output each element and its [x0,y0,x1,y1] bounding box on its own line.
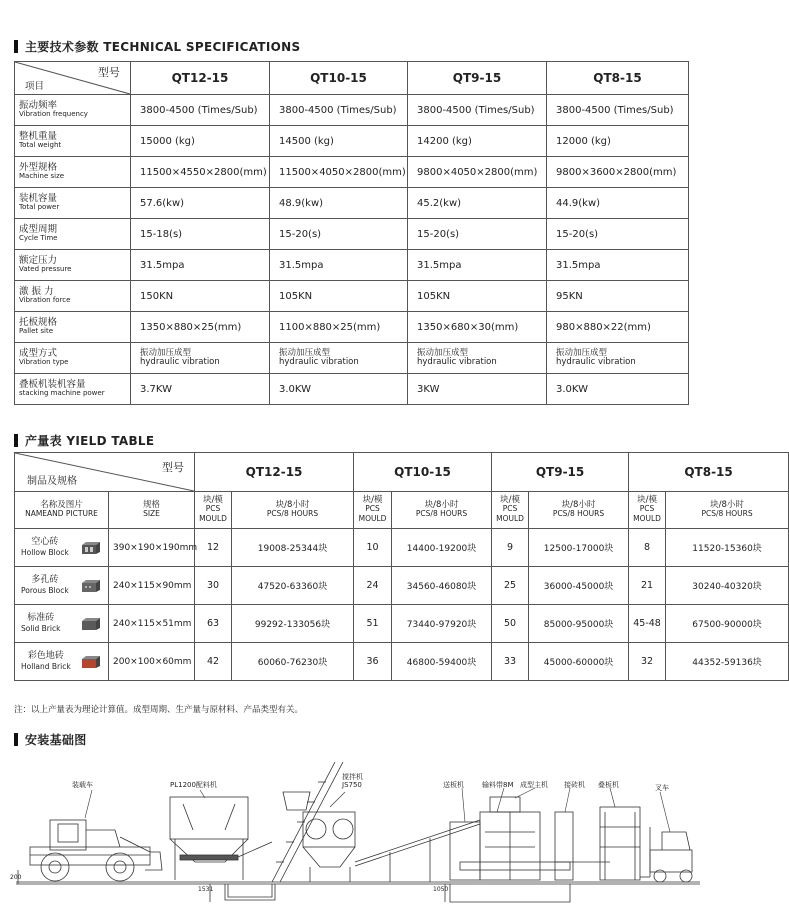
spec-value: 12000 (kg) [547,126,689,157]
spec-value: 48.9(kw) [270,188,408,219]
yield-subheader-row [15,492,789,529]
spec-value: 31.5mpa [270,250,408,281]
batcher-label: PL1200配料机 [170,781,217,789]
brick-name-cell [15,605,109,643]
spec-value: 3KW [408,374,547,405]
spec-row [15,95,689,126]
spec-value: 31.5mpa [408,250,547,281]
spec-value: 1350×880×25(mm) [131,312,270,343]
name-header: 名称及图片 NAMEAND PICTURE [15,492,109,529]
spec-row [15,374,689,405]
hours-header: 块/8小时 PCS/8 HOURS [529,492,629,529]
spec-label-cn: 装机容量 [19,193,58,205]
spec-row [15,250,689,281]
spec-value: 14200 (kg) [408,126,547,157]
pallet-feeder-label: 送板机 [443,781,464,789]
pcs-per-8-hours: 46800-59400块 [392,643,492,681]
pcs-per-mould: 33 [492,643,529,681]
spec-value [408,343,547,374]
item-label: 项目 [25,81,45,92]
spec-value: 3.0KW [270,374,408,405]
yield-table [14,452,789,681]
spec-label-en: Vated pressure [19,265,72,274]
pcs-per-mould: 32 [629,643,666,681]
brick-size: 240×115×90mm [109,567,195,605]
spec-value: 3800-4500 (Times/Sub) [270,95,408,126]
stacker-drawing [555,807,640,880]
batcher-drawing [170,797,272,880]
spec-value: 31.5mpa [547,250,689,281]
yield-row [15,605,789,643]
spec-value-cn: 振动加压成型 [279,347,331,358]
spec-row-label [15,157,131,188]
spec-value: 3800-4500 (Times/Sub) [131,95,270,126]
spec-value: 15-20(s) [270,219,408,250]
dimension-label: 200 [10,874,22,881]
stacker-label: 叠板机 [598,781,619,789]
size-header: 规格 SIZE [109,492,195,529]
spec-value [547,343,689,374]
model-label: 型号 [162,461,184,474]
brick-name-en: Holland Brick [21,661,71,671]
spec-table [14,61,689,405]
spec-value: 150KN [131,281,270,312]
brick-name-cn: 彩色地砖 [27,651,64,662]
yield-row [15,643,789,681]
spec-row-label [15,188,131,219]
spec-header-row [15,62,689,95]
pcs-per-mould: 42 [195,643,232,681]
spec-value-en: hydraulic vibration [279,357,359,367]
spec-value: 980×880×22(mm) [547,312,689,343]
spec-row [15,188,689,219]
diag-header-cell [15,453,195,492]
spec-label-en: Total weight [19,141,62,150]
brick-name-cn: 多孔砖 [31,575,59,586]
spec-value: 9800×4050×2800(mm) [408,157,547,188]
mixer-model-label: JS750 [342,781,362,789]
brick-name-cn: 空心砖 [31,537,59,548]
brick-name-cell [15,567,109,605]
spec-model-header: QT8-15 [547,62,689,95]
pcs-per-mould: 24 [354,567,392,605]
spec-label-en: stacking machine power [19,389,105,398]
forklift-drawing [640,827,692,882]
yield-model-header: QT12-15 [195,453,354,492]
spec-label-cn: 叠板机装机容量 [19,379,86,391]
spec-value: 15-20(s) [547,219,689,250]
block-machine-drawing [450,797,570,880]
brick-size: 390×190×190mm [109,529,195,567]
section-marker [14,40,18,53]
pcs-per-mould: 30 [195,567,232,605]
yield-model-header: QT8-15 [629,453,789,492]
product-label: 制品及规格 [27,476,77,487]
forklift-label: 叉车 [655,784,669,792]
hours-header: 块/8小时 PCS/8 HOURS [392,492,492,529]
conveyor-drawing [355,820,480,882]
mould-header: 块/模 PCS MOULD [492,492,529,529]
model-label: 型号 [98,66,120,79]
yield-header-row [15,453,789,492]
spec-label-cn: 振动频率 [19,100,58,112]
brick-holland-image [80,655,102,669]
brick-size: 240×115×51mm [109,605,195,643]
brick-name-en: Porous Block [21,585,69,595]
spec-value-cn: 振动加压成型 [556,347,608,358]
spec-value: 3.7KW [131,374,270,405]
spec-value: 3.0KW [547,374,689,405]
spec-value: 3800-4500 (Times/Sub) [408,95,547,126]
yield-row [15,529,789,567]
spec-label-en: Pallet site [19,327,54,336]
spec-value: 44.9(kw) [547,188,689,219]
spec-row-label [15,281,131,312]
spec-value: 1100×880×25(mm) [270,312,408,343]
spec-value: 105KN [270,281,408,312]
spec-value: 14500 (kg) [270,126,408,157]
pcs-per-mould: 36 [354,643,392,681]
pcs-per-8-hours: 67500-90000块 [666,605,789,643]
spec-value: 95KN [547,281,689,312]
spec-row-label [15,95,131,126]
spec-row [15,281,689,312]
spec-value: 11500×4050×2800(mm) [270,157,408,188]
pcs-per-mould: 25 [492,567,529,605]
pcs-per-8-hours: 85000-95000块 [529,605,629,643]
pcs-per-8-hours: 44352-59136块 [666,643,789,681]
pcs-per-mould: 21 [629,567,666,605]
brick-name-cn: 标准砖 [27,613,55,624]
main-machine-label: 成型主机 [520,781,548,789]
spec-model-header: QT10-15 [270,62,408,95]
spec-row-label [15,312,131,343]
spec-label-cn: 成型方式 [19,348,58,360]
spec-row-label [15,343,131,374]
install-section-title: 安装基础图 [14,731,87,748]
spec-label-en: Vibration frequency [19,110,88,119]
spec-value: 3800-4500 (Times/Sub) [547,95,689,126]
spec-value: 9800×3600×2800(mm) [547,157,689,188]
section-marker [14,434,18,447]
spec-value-en: hydraulic vibration [556,357,636,367]
spec-row [15,126,689,157]
dimension-label: 1531 [198,886,214,893]
yield-section-title: 产量表 YIELD TABLE [14,432,154,449]
spec-label-cn: 外型规格 [19,162,58,174]
pcs-per-8-hours: 19008-25344块 [232,529,354,567]
hours-header: 块/8小时 PCS/8 HOURS [666,492,789,529]
installation-diagram [10,752,704,907]
pcs-per-8-hours: 12500-17000块 [529,529,629,567]
spec-label-cn: 激 振 力 [19,286,54,298]
yield-model-header: QT10-15 [354,453,492,492]
yield-model-header: QT9-15 [492,453,629,492]
pcs-per-mould: 63 [195,605,232,643]
spec-value-cn: 振动加压成型 [417,347,469,358]
pcs-per-mould: 51 [354,605,392,643]
mould-header: 块/模 PCS MOULD [629,492,666,529]
brick-name-cell [15,643,109,681]
pcs-per-8-hours: 30240-40320块 [666,567,789,605]
spec-value: 11500×4550×2800(mm) [131,157,270,188]
pcs-per-mould: 10 [354,529,392,567]
brick-hollow-image [80,541,102,555]
spec-row-label [15,126,131,157]
spec-label-en: Vibration force [19,296,71,305]
brick-name-en: Solid Brick [21,623,61,633]
diag-header-cell [15,62,131,95]
brick-size: 200×100×60mm [109,643,195,681]
pcs-per-8-hours: 99292-133056块 [232,605,354,643]
section-marker [14,733,18,746]
dimension-label: 1050 [433,886,449,893]
spec-value [270,343,408,374]
spec-value: 15-18(s) [131,219,270,250]
yield-note: 注：以上产量表为理论计算值。成型周期、生产量与原材料、产品类型有关。 [14,705,304,715]
hours-header: 块/8小时 PCS/8 HOURS [232,492,354,529]
brick-solid-image [80,617,102,631]
mould-header: 块/模 PCS MOULD [354,492,392,529]
wheel-loader-drawing [30,820,162,881]
transfer-label: 接砖机 [564,781,585,789]
spec-value-en: hydraulic vibration [417,357,497,367]
brick-name-cell [15,529,109,567]
spec-label-en: Total power [19,203,60,212]
pcs-per-mould: 9 [492,529,529,567]
spec-row-label [15,250,131,281]
spec-value: 31.5mpa [131,250,270,281]
spec-label-en: Cycle Time [19,234,58,243]
brick-name-en: Hollow Block [21,547,69,557]
spec-label-cn: 额定压力 [19,255,58,267]
pcs-per-8-hours: 47520-63360块 [232,567,354,605]
spec-section-title: 主要技术参数 TECHNICAL SPECIFICATIONS [14,38,300,55]
spec-value: 15-20(s) [408,219,547,250]
pcs-per-8-hours: 36000-45000块 [529,567,629,605]
spec-value [131,343,270,374]
spec-value: 105KN [408,281,547,312]
brick-porous-image [80,579,102,593]
spec-value: 1350×680×30(mm) [408,312,547,343]
pcs-per-8-hours: 45000-60000块 [529,643,629,681]
pcs-per-mould: 8 [629,529,666,567]
pcs-per-8-hours: 34560-46080块 [392,567,492,605]
spec-model-header: QT12-15 [131,62,270,95]
spec-value-cn: 振动加压成型 [140,347,192,358]
spec-row [15,157,689,188]
spec-value: 45.2(kw) [408,188,547,219]
mixer-label: 搅拌机 [342,773,363,781]
pcs-per-8-hours: 60060-76230块 [232,643,354,681]
belt-label: 输料带8M [482,781,514,789]
spec-value-en: hydraulic vibration [140,357,220,367]
pcs-per-8-hours: 14400-19200块 [392,529,492,567]
spec-model-header: QT9-15 [408,62,547,95]
spec-value: 15000 (kg) [131,126,270,157]
mould-header: 块/模 PCS MOULD [195,492,232,529]
spec-row [15,312,689,343]
pcs-per-mould: 50 [492,605,529,643]
spec-label-cn: 成型周期 [19,224,58,236]
pcs-per-8-hours: 73440-97920块 [392,605,492,643]
pcs-per-mould: 12 [195,529,232,567]
spec-label-en: Machine size [19,172,65,181]
spec-value: 57.6(kw) [131,188,270,219]
spec-label-en: Vibration type [19,358,69,367]
spec-label-cn: 托板规格 [19,317,58,329]
spec-row-label [15,219,131,250]
loader-label: 装载车 [72,781,93,789]
spec-label-cn: 整机重量 [19,131,58,143]
spec-row [15,343,689,374]
yield-row [15,567,789,605]
spec-row-label [15,374,131,405]
spec-row [15,219,689,250]
pcs-per-mould: 45-48 [629,605,666,643]
pcs-per-8-hours: 11520-15360块 [666,529,789,567]
